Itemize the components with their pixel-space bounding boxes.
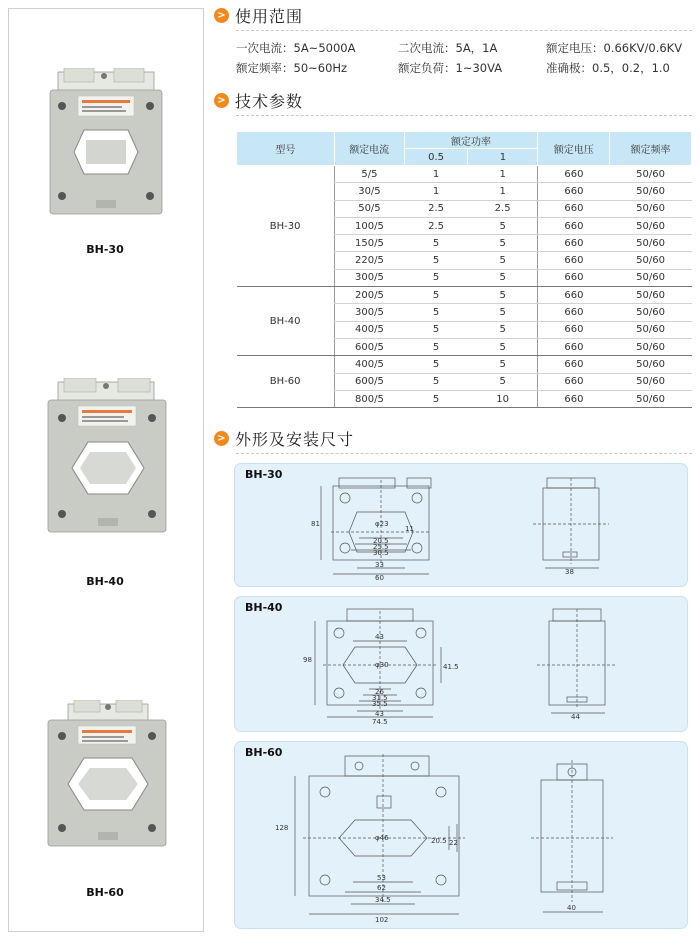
- voltage-cell: 660: [538, 304, 610, 321]
- dim-bh30-w5: 60: [375, 574, 384, 582]
- section-usage-header: [214, 5, 303, 25]
- dimension-panel-bh40: [234, 596, 688, 732]
- voltage-cell: 660: [538, 356, 610, 373]
- power-05-cell: 5: [404, 356, 468, 373]
- power-05-cell: 5: [404, 338, 468, 355]
- spec-secondary-current: 二次电流：5A，1A: [398, 41, 498, 55]
- dim-bh60-c: 34.5: [375, 896, 391, 904]
- power-1-cell: 5: [468, 321, 538, 338]
- frequency-cell: 50/60: [610, 390, 692, 407]
- current-cell: 220/5: [334, 252, 404, 269]
- power-05-cell: 2.5: [404, 217, 468, 234]
- current-cell: 200/5: [334, 287, 404, 304]
- parameter-table: [236, 131, 692, 408]
- divider: [236, 115, 692, 116]
- current-cell: 400/5: [334, 321, 404, 338]
- product-image-bh30: [48, 68, 168, 218]
- dim-bh30-w1: 20.5: [373, 537, 389, 545]
- voltage-cell: 660: [538, 287, 610, 304]
- spec-rated-load: 额定负荷：1~30VA: [398, 61, 503, 75]
- dim-bh40-r: 41.5: [443, 663, 459, 671]
- power-1-cell: 1: [468, 166, 538, 183]
- dim-bh40-b: 31.5: [372, 694, 388, 702]
- frequency-cell: 50/60: [610, 166, 692, 183]
- product-image-bh60: [46, 700, 170, 850]
- power-05-cell: 1: [404, 166, 468, 183]
- th-rated-power: 额定功率: [404, 132, 538, 149]
- dimension-label-bh60: BH-60: [245, 746, 283, 759]
- power-05-cell: 5: [404, 252, 468, 269]
- model-cell: BH-30: [237, 166, 335, 287]
- divider: [236, 453, 692, 454]
- table-row: [237, 166, 692, 183]
- frequency-cell: 50/60: [610, 200, 692, 217]
- power-05-cell: 5: [404, 390, 468, 407]
- frequency-cell: 50/60: [610, 217, 692, 234]
- power-1-cell: 5: [468, 217, 538, 234]
- frequency-cell: 50/60: [610, 338, 692, 355]
- voltage-cell: 660: [538, 321, 610, 338]
- th-rated-current: 额定电流: [334, 132, 404, 166]
- frequency-cell: 50/60: [610, 321, 692, 338]
- frequency-cell: 50/60: [610, 269, 692, 286]
- dim-bh40-height: 98: [303, 656, 312, 664]
- power-05-cell: 5: [404, 269, 468, 286]
- arrow-bullet-icon: >: [214, 93, 229, 108]
- dim-bh30-hole: φ23: [375, 520, 389, 528]
- voltage-cell: 660: [538, 252, 610, 269]
- power-1-cell: 1: [468, 183, 538, 200]
- frequency-cell: 50/60: [610, 373, 692, 390]
- power-05-cell: 5: [404, 321, 468, 338]
- frequency-cell: 50/60: [610, 287, 692, 304]
- power-05-cell: 2.5: [404, 200, 468, 217]
- power-05-cell: 1: [404, 183, 468, 200]
- spec-accuracy-class: 准确极：0.5，0.2，1.0: [546, 61, 670, 75]
- model-cell: BH-60: [237, 356, 335, 408]
- dim-bh30-w2: 25.5: [373, 543, 389, 551]
- th-power-0-5: 0.5: [404, 149, 468, 166]
- power-1-cell: 5: [468, 373, 538, 390]
- current-cell: 50/5: [334, 200, 404, 217]
- power-1-cell: 5: [468, 356, 538, 373]
- power-1-cell: 5: [468, 287, 538, 304]
- dim-bh40-top: 43: [375, 633, 384, 641]
- dim-bh40-e: 74.5: [372, 718, 388, 726]
- section-title-dimensions: 外形及安装尺寸: [235, 429, 355, 449]
- table-row: [237, 356, 692, 373]
- power-1-cell: 10: [468, 390, 538, 407]
- model-label-bh60: BH-60: [86, 886, 124, 899]
- table-row: [237, 287, 692, 304]
- current-cell: 5/5: [334, 166, 404, 183]
- power-1-cell: 5: [468, 304, 538, 321]
- power-05-cell: 5: [404, 304, 468, 321]
- power-1-cell: 5: [468, 338, 538, 355]
- model-cell: BH-40: [237, 287, 335, 356]
- current-cell: 100/5: [334, 217, 404, 234]
- dim-bh30-w3: 30.5: [373, 549, 389, 557]
- section-title-params: 技术参数: [235, 91, 304, 111]
- th-rated-frequency: 额定频率: [610, 132, 692, 166]
- current-cell: 400/5: [334, 356, 404, 373]
- dim-bh40-d: 43: [375, 710, 384, 718]
- spec-primary-current: 一次电流：5A~5000A: [236, 41, 356, 55]
- dimension-drawing-bh40: [235, 597, 687, 731]
- dim-bh60-hole: φ46: [375, 834, 389, 842]
- dimension-drawing-bh30: [235, 464, 687, 586]
- voltage-cell: 660: [538, 166, 610, 183]
- voltage-cell: 660: [538, 200, 610, 217]
- frequency-cell: 50/60: [610, 183, 692, 200]
- dim-bh60-side: 40: [567, 904, 576, 912]
- dim-bh60-height: 128: [275, 824, 289, 832]
- spec-rated-frequency: 额定频率：50~60Hz: [236, 61, 348, 75]
- dimension-panel-bh60: [234, 741, 688, 929]
- current-cell: 150/5: [334, 235, 404, 252]
- dimension-panel-bh30: [234, 463, 688, 587]
- current-cell: 600/5: [334, 338, 404, 355]
- th-model: 型号: [237, 132, 335, 166]
- dim-bh60-r1: 20.5: [431, 837, 447, 845]
- arrow-bullet-icon: >: [214, 431, 229, 446]
- voltage-cell: 660: [538, 390, 610, 407]
- dim-bh40-hole: φ30: [375, 661, 389, 669]
- dim-bh40-a: 26: [375, 688, 384, 696]
- power-1-cell: 2.5: [468, 200, 538, 217]
- current-cell: 300/5: [334, 269, 404, 286]
- voltage-cell: 660: [538, 235, 610, 252]
- dim-bh60-a: 53: [377, 874, 386, 882]
- power-05-cell: 5: [404, 373, 468, 390]
- power-1-cell: 5: [468, 235, 538, 252]
- dim-bh60-r2: 22: [449, 839, 458, 847]
- dim-bh60-d: 102: [375, 916, 389, 924]
- dim-bh30-w4: 33: [375, 561, 384, 569]
- frequency-cell: 50/60: [610, 356, 692, 373]
- power-1-cell: 5: [468, 252, 538, 269]
- product-image-bh40: [46, 378, 170, 536]
- current-cell: 800/5: [334, 390, 404, 407]
- current-cell: 300/5: [334, 304, 404, 321]
- section-dimensions-header: [214, 428, 354, 448]
- model-label-bh30: BH-30: [86, 243, 124, 256]
- voltage-cell: 660: [538, 183, 610, 200]
- th-rated-voltage: 额定电压: [538, 132, 610, 166]
- dim-bh30-small: 11: [405, 525, 414, 533]
- section-params-header: [214, 90, 303, 110]
- frequency-cell: 50/60: [610, 235, 692, 252]
- voltage-cell: 660: [538, 373, 610, 390]
- divider: [236, 30, 692, 31]
- dimension-drawing-bh60: [235, 742, 687, 928]
- dim-bh40-c: 35.5: [372, 700, 388, 708]
- voltage-cell: 660: [538, 269, 610, 286]
- dimension-label-bh40: BH-40: [245, 601, 283, 614]
- dim-bh30-height: 81: [311, 520, 320, 528]
- dim-bh30-side: 38: [565, 568, 574, 576]
- current-cell: 30/5: [334, 183, 404, 200]
- current-cell: 600/5: [334, 373, 404, 390]
- model-label-bh40: BH-40: [86, 575, 124, 588]
- section-title-usage: 使用范围: [235, 6, 304, 26]
- power-1-cell: 5: [468, 269, 538, 286]
- power-05-cell: 5: [404, 235, 468, 252]
- power-05-cell: 5: [404, 287, 468, 304]
- frequency-cell: 50/60: [610, 252, 692, 269]
- voltage-cell: 660: [538, 338, 610, 355]
- dim-bh60-b: 62: [377, 884, 386, 892]
- frequency-cell: 50/60: [610, 304, 692, 321]
- dim-bh40-side: 44: [571, 713, 580, 721]
- voltage-cell: 660: [538, 217, 610, 234]
- parameter-table-body: [237, 166, 692, 408]
- arrow-bullet-icon: >: [214, 8, 229, 23]
- dimension-label-bh30: BH-30: [245, 468, 283, 481]
- spec-rated-voltage: 额定电压：0.66KV/0.6KV: [546, 41, 683, 55]
- th-power-1: 1: [468, 149, 538, 166]
